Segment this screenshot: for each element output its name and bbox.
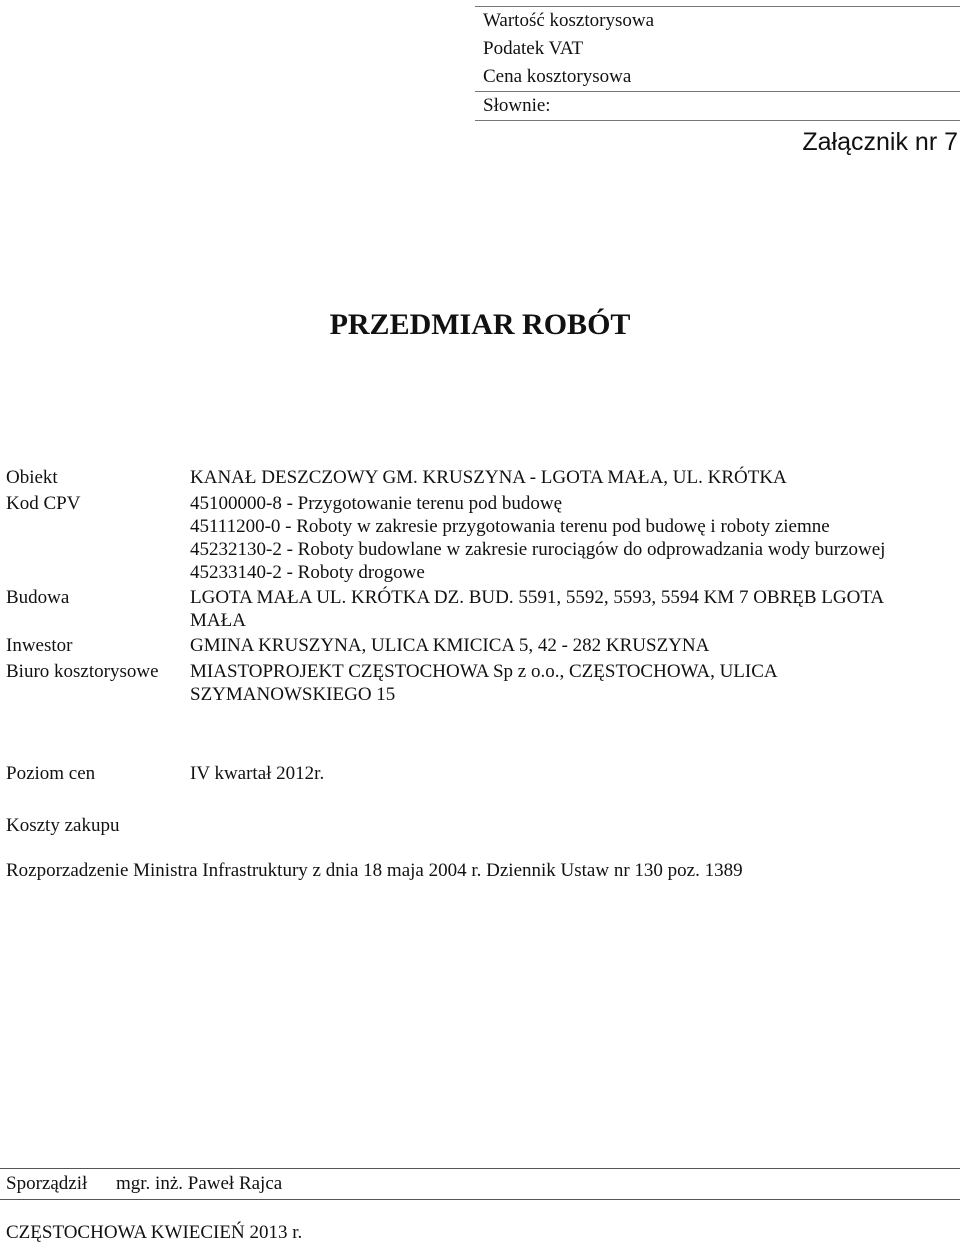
object-label: Obiekt [6, 467, 58, 488]
cpv-line: 45100000-8 - Przygotowanie terenu pod budowę [190, 493, 563, 514]
price-level-label: Poziom cen [6, 763, 96, 784]
cpv-value [190, 492, 956, 584]
info-row-cpv [6, 492, 956, 584]
estimated-price-label: Cena kosztorysowa [483, 66, 632, 87]
divider [475, 120, 960, 121]
regulation-text: Rozporzadzenie Ministra Infrastruktury z dnia 18 maja 2004 r. Dziennik Ustaw nr 130 poz. 1389 [6, 860, 743, 881]
page-title: PRZEDMIAR ROBÓT [329, 308, 631, 341]
investor-value [190, 634, 956, 658]
divider [0, 1199, 960, 1200]
construction-label: Budowa [6, 587, 70, 608]
project-info [6, 466, 956, 708]
divider [0, 1168, 960, 1169]
prepared-by-label: Sporządził [6, 1173, 88, 1194]
cost-summary [475, 6, 960, 121]
cpv-line: 45232130-2 - Roboty budowlane w zakresie rurociągów do odprowadzania wody burzowej [190, 539, 886, 560]
office-line: SZYMANOWSKIEGO 15 [190, 684, 396, 705]
object-value [190, 466, 956, 490]
office-label: Biuro kosztorysowe [6, 661, 159, 682]
cpv-label: Kod CPV [6, 493, 81, 514]
investor-label: Inwestor [6, 635, 73, 656]
cpv-line: 45233140-2 - Roboty drogowe [190, 562, 425, 583]
info-row-office [6, 660, 956, 706]
office-line: MIASTOPROJEKT CZĘSTOCHOWA Sp z o.o., CZĘSTOCHOWA, ULICA [190, 661, 778, 682]
construction-line: LGOTA MAŁA UL. KRÓTKA DZ. BUD. 5591, 5592, 5593, 5594 KM 7 OBRĘB LGOTA [190, 587, 885, 608]
vat-label: Podatek VAT [483, 38, 584, 59]
construction-line: MAŁA [190, 610, 246, 631]
price-level-value: IV kwartał 2012r. [190, 763, 325, 784]
purchase-costs-label: Koszty zakupu [6, 815, 120, 836]
prepared-by-value: mgr. inż. Paweł Rajca [116, 1173, 283, 1194]
investor-line: GMINA KRUSZYNA, ULICA KMICICA 5, 42 - 282 KRUSZYNA [190, 635, 710, 656]
cpv-line: 45111200-0 - Roboty w zakresie przygotowania terenu pod budowę i roboty ziemne [190, 516, 830, 537]
annex-number: Załącznik nr 7 [802, 128, 958, 156]
info-row-investor [6, 634, 956, 658]
office-value [190, 660, 956, 706]
cost-estimate-label: Wartość kosztorysowa [483, 10, 655, 31]
construction-value [190, 586, 956, 632]
info-row-object [6, 466, 956, 490]
in-words-label: Słownie: [483, 95, 551, 116]
info-row-construction [6, 586, 956, 632]
place-date: CZĘSTOCHOWA KWIECIEŃ 2013 r. [6, 1222, 303, 1243]
object-line: KANAŁ DESZCZOWY GM. KRUSZYNA - LGOTA MAŁA, UL. KRÓTKA [190, 467, 787, 488]
